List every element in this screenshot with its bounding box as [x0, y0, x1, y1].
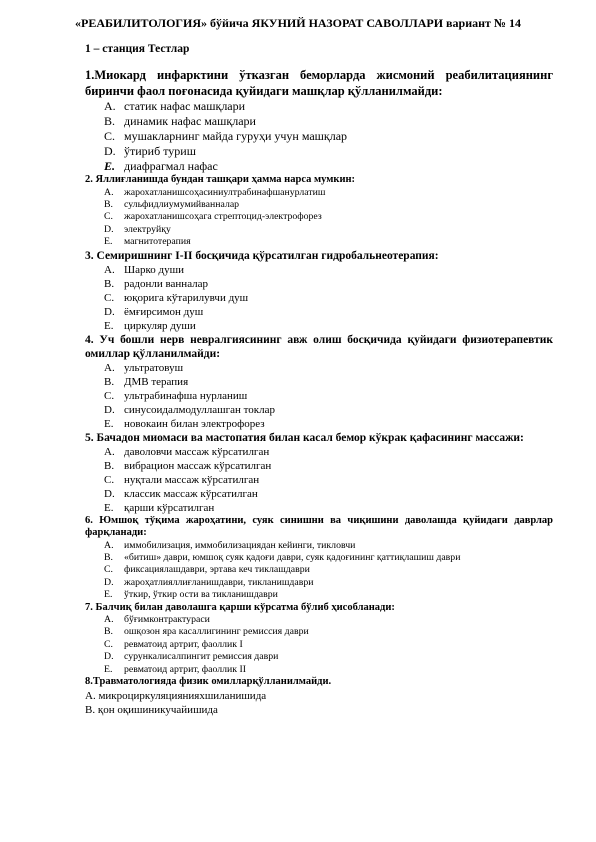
option-4b: B. ДМВ терапия	[104, 375, 189, 388]
option-7c: C. ревматоид артрит, фаоллик I	[104, 638, 243, 650]
question-3-options	[85, 263, 553, 333]
option-8a: A. микроциркуляциянияхшиланишида	[85, 689, 267, 702]
option-2c: C. жарохатланишсоҳага стрептоцид-электрофорез	[104, 211, 322, 223]
option-3e: E. циркуляр души	[104, 319, 196, 332]
option-6b: B. «битиш» даври, юмшоқ суяк қадоғи даври, суяк қадоғининг қаттиқлашиш даври	[104, 551, 461, 563]
option-6a: A. иммобилизация, иммобилизациядан кейинги, тикловчи	[104, 539, 356, 551]
option-2a: A. жарохатланишсоҳасиниултрабинафшанурлатиш	[104, 186, 326, 198]
option-6e: E. ўткир, ўткир ости ва тикланишдаври	[104, 589, 278, 601]
option-4c: C. ультрабинафша нурланиш	[104, 389, 248, 402]
option-3c: C. юқорига кўтарилувчи душ	[104, 291, 249, 304]
option-4a: A. ультратовуш	[104, 361, 184, 374]
option-2b: B. сульфидлиумумийванналар	[104, 198, 240, 210]
option-5c: C. нуқтали массаж кўрсатилган	[104, 473, 260, 486]
option-1c: C. мушакларнинг майда гуруҳи учун машқлар	[104, 129, 348, 143]
question-1-options	[85, 99, 553, 174]
questions-container	[85, 68, 553, 717]
question-4-text: 4. Уч бошли нерв невралгиясининг авж олиш босқичида қуйидаги физиотерапевтик омиллар қўлланилмайди:	[85, 333, 553, 360]
question-1-text: 1.Миокард инфарктини ўтказган беморларда жисмоний реабилитациянинг биринчи фаол поғонасида қуйидаги машқлар қўлланилмайди:	[85, 68, 553, 98]
question-6-options	[85, 540, 553, 602]
option-5b: B. вибрацион массаж кўрсатилган	[104, 459, 272, 472]
option-1d: D. ўтириб туриш	[104, 144, 196, 158]
option-3b: B. радонли ванналар	[104, 277, 209, 290]
question-2-text: 2. Яллиғланишда бундан ташқари ҳамма нарса мумкин:	[85, 174, 356, 185]
option-5d: D. классик массаж кўрсатилган	[104, 487, 258, 500]
option-2d: D. электруйқу	[104, 223, 171, 235]
option-5e: E. қарши кўрсатилган	[104, 501, 215, 514]
option-1e: E. диафрагмал нафас	[104, 159, 218, 173]
question-8-text: 8.Травматологияда физик омилларқўлланилмайди.	[85, 676, 332, 688]
question-6-text: 6. Юмшоқ тўқима жароҳатини, суяк синишни ва чиқишини даволашда қуйидаги даврлар фарқланади:	[85, 514, 553, 539]
question-5-options	[85, 445, 553, 515]
option-7a: A. бўғимконтрактураси	[104, 614, 210, 626]
option-7b: B. ошқозон яра касаллигининг ремиссия даври	[104, 626, 309, 638]
option-3a: A. Шарко души	[104, 263, 184, 276]
question-2-options	[85, 187, 553, 249]
option-4e: E. новокаин билан электрофорез	[104, 417, 265, 430]
option-5a: A. даволовчи массаж кўрсатилган	[104, 445, 270, 458]
document-title: «РЕАБИЛИТОЛОГИЯ» бўйича ЯКУНИЙ НАЗОРАТ САВОЛЛАРИ вариант № 14	[75, 16, 521, 30]
option-7e: E. ревматоид артрит, фаоллик II	[104, 663, 246, 675]
section-heading: 1 – станция Тестлар	[85, 43, 190, 55]
option-2e: E. магнитотерапия	[104, 236, 191, 248]
question-7-text: 7. Балчиқ билан даволашга қарши кўрсатма бўлиб ҳисобланади:	[85, 601, 395, 613]
option-6d: D. жароҳатлияллиғланишдаври, тикланишдаври	[104, 576, 314, 588]
option-8b: B. қон оқишиникучайишида	[85, 703, 218, 716]
option-1a: A. статик нафас машқлари	[104, 99, 246, 113]
option-6c: C. фиксациялашдаври, эртава кеч тиклашдаври	[104, 564, 310, 576]
option-1b: B. динамик нафас машқлари	[104, 114, 256, 128]
option-3d: D. ёмғирсимон душ	[104, 305, 204, 318]
question-5-text: 5. Бачадон миомаси ва мастопатия билан касал бемор кўкрак қафасининг массажи:	[85, 431, 524, 444]
question-4-options	[85, 361, 553, 431]
option-4d: D. синусоидалмодуллашган токлар	[104, 403, 275, 416]
question-3-text: 3. Семиришнинг I-II босқичида қўрсатилган гидробальнеотерапия:	[85, 249, 439, 262]
question-7-options	[85, 614, 553, 676]
option-7d: D. сурункалисалпингит ремиссия даври	[104, 651, 279, 663]
